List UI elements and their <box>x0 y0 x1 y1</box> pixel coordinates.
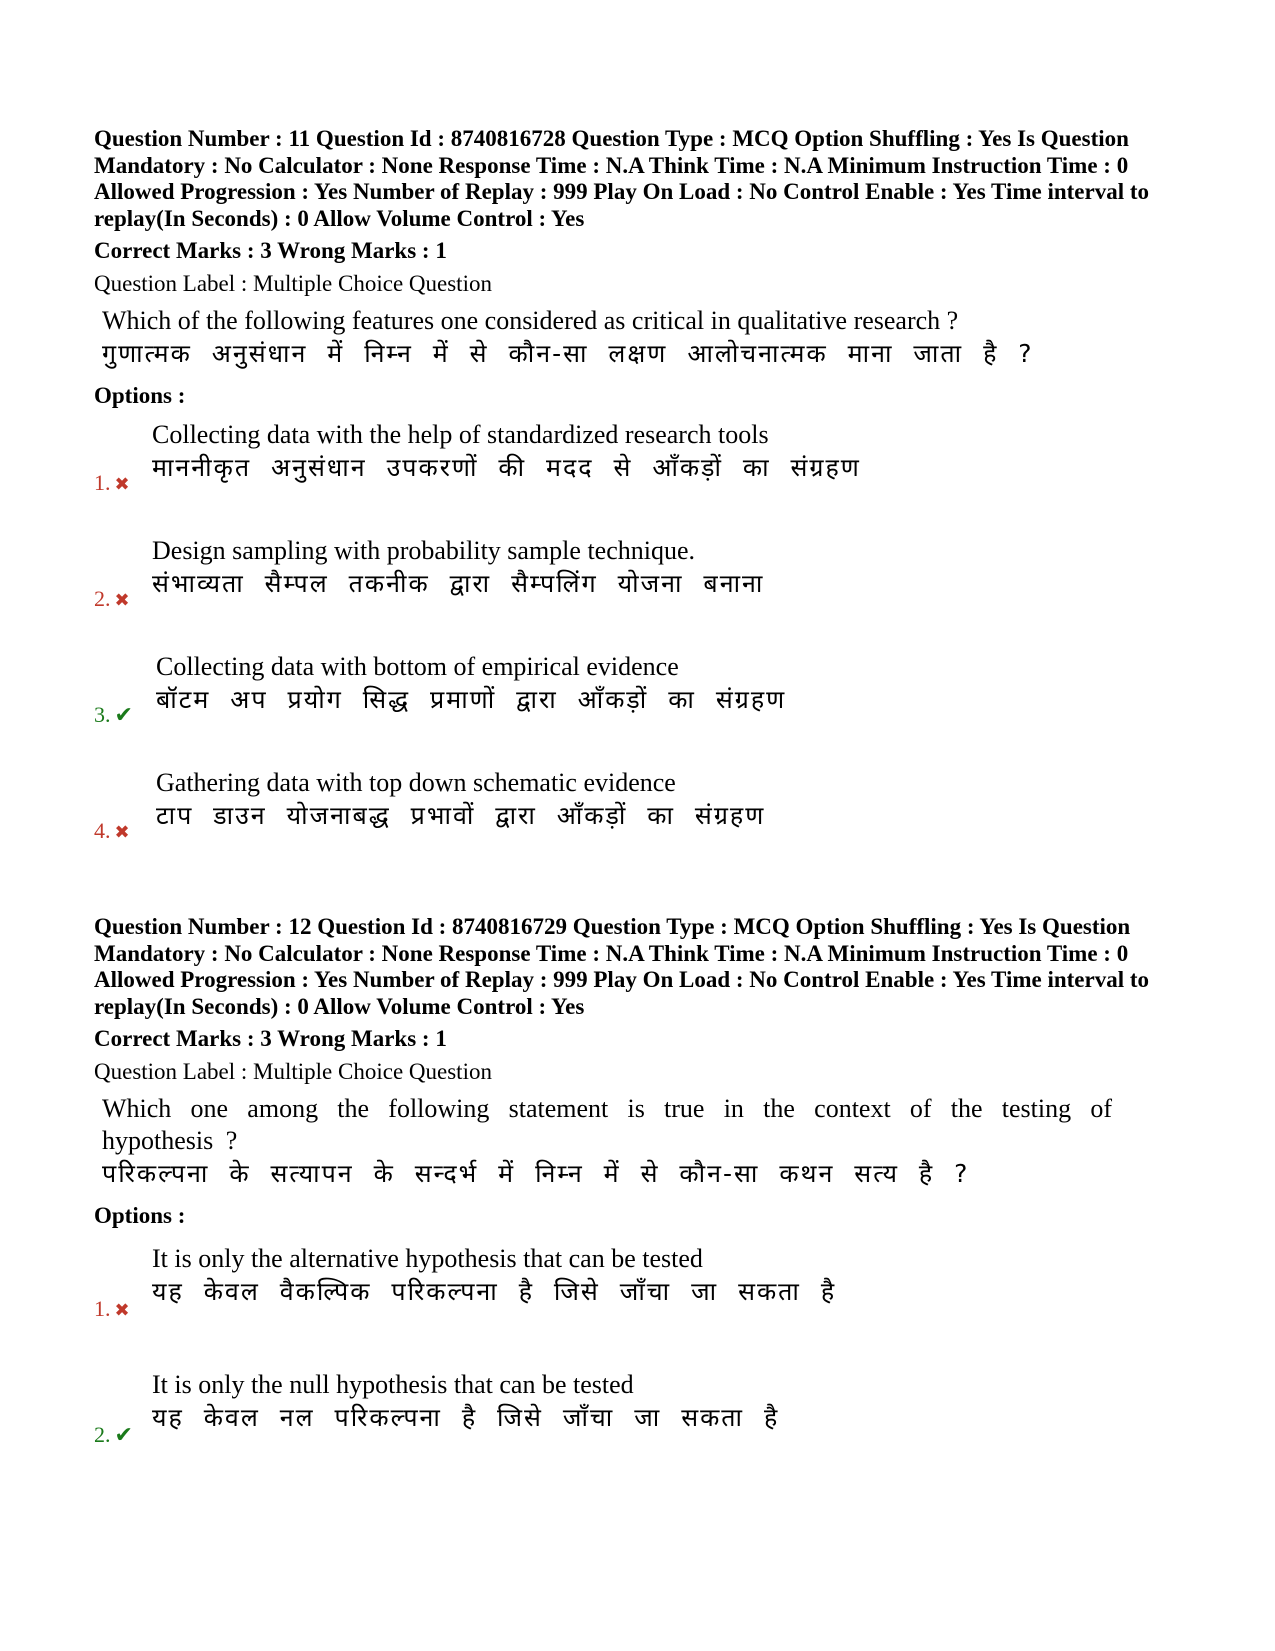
cross-icon: ✖ <box>114 1300 130 1320</box>
option-text <box>156 767 765 833</box>
option-text-hi: बॉटम अप प्रयोग सिद्ध प्रमाणों द्वारा आँकड़ों का संग्रहण <box>156 685 787 714</box>
option-number <box>94 587 130 612</box>
option-text-hi: टाप डाउन योजनाबद्ध प्रभावों द्वारा आँकड़ों का संग्रहण <box>156 801 766 830</box>
option-number-label: 4. <box>94 818 111 843</box>
question-12 <box>94 914 1204 1485</box>
option-text <box>152 535 764 601</box>
option-2 <box>94 1369 1204 1485</box>
question-label: Question Label : Multiple Choice Question <box>94 1059 492 1084</box>
question-marks: Correct Marks : 3 Wrong Marks : 1 <box>94 1026 447 1051</box>
option-text-en: Gathering data with top down schematic evidence <box>156 768 676 797</box>
options-title: Options : <box>94 1203 186 1228</box>
option-number <box>94 819 130 844</box>
check-icon: ✔ <box>114 702 133 727</box>
option-2 <box>94 535 1204 651</box>
option-text-en: Collecting data with the help of standardized research tools <box>152 420 769 449</box>
question-marks: Correct Marks : 3 Wrong Marks : 1 <box>94 238 447 263</box>
option-text <box>152 1369 779 1435</box>
option-number <box>94 703 133 727</box>
option-text <box>152 1243 836 1309</box>
option-text <box>152 419 861 485</box>
question-text <box>102 1093 1204 1191</box>
question-text-en: Which one among the following statement is true in the context of the testing of hypothesis ? <box>102 1094 1112 1155</box>
option-text-en: Collecting data with bottom of empirical evidence <box>156 652 679 681</box>
option-1 <box>94 419 1204 535</box>
option-text-hi: संभाव्यता सैम्पल तकनीक द्वारा सैम्पलिंग योजना बनाना <box>152 569 765 598</box>
question-11 <box>94 126 1204 883</box>
option-text-en: Design sampling with probability sample technique. <box>152 536 696 565</box>
question-text-en: Which of the following features one considered as critical in qualitative research ? <box>102 306 959 335</box>
options-list <box>94 419 1204 883</box>
options-list <box>94 1243 1204 1485</box>
option-number-label: 2. <box>94 1422 111 1447</box>
question-label: Question Label : Multiple Choice Question <box>94 271 492 296</box>
question-meta: Question Number : 11 Question Id : 8740816728 Question Type : MCQ Option Shuffling : Yes Is Question Mandatory : No Calculator : None Response Time : N.A Think Time : N.A Minimum Instruction Time : 0 Allowed Progression : Yes Number of Replay : 999 Play On Load : No Control Enable : Yes Time interval to replay(In Seconds) : 0 Allow Volume Control : Yes <box>94 126 1150 231</box>
question-meta: Question Number : 12 Question Id : 8740816729 Question Type : MCQ Option Shuffling : Yes Is Question Mandatory : No Calculator : None Response Time : N.A Think Time : N.A Minimum Instruction Time : 0 Allowed Progression : Yes Number of Replay : 999 Play On Load : No Control Enable : Yes Time interval to replay(In Seconds) : 0 Allow Volume Control : Yes <box>94 914 1150 1019</box>
cross-icon: ✖ <box>114 590 130 610</box>
option-number <box>94 1423 133 1447</box>
option-4 <box>94 767 1204 883</box>
option-text-hi: यह केवल नल परिकल्पना है जिसे जाँचा जा सकता है <box>152 1403 780 1432</box>
option-number-label: 1. <box>94 470 111 495</box>
option-text-hi: यह केवल वैकल्पिक परिकल्पना है जिसे जाँचा जा सकता है <box>152 1277 837 1306</box>
option-text-en: It is only the null hypothesis that can be tested <box>152 1370 634 1399</box>
option-number-label: 1. <box>94 1296 111 1321</box>
question-text-hi: परिकल्पना के सत्यापन के सन्दर्भ में निम्न में से कौन-सा कथन सत्य है ? <box>102 1159 970 1188</box>
question-text <box>102 305 1204 371</box>
option-text-hi: माननीकृत अनुसंधान उपकरणों की मदद से आँकड़ों का संग्रहण <box>152 453 861 482</box>
cross-icon: ✖ <box>114 822 130 842</box>
option-3 <box>94 651 1204 767</box>
option-number <box>94 1297 130 1322</box>
option-number-label: 3. <box>94 702 111 727</box>
check-icon: ✔ <box>114 1422 133 1447</box>
question-text-hi: गुणात्मक अनुसंधान में निम्न में से कौन-सा लक्षण आलोचनात्मक माना जाता है ? <box>102 339 1034 368</box>
option-text <box>156 651 786 717</box>
option-1 <box>94 1243 1204 1369</box>
option-text-en: It is only the alternative hypothesis that can be tested <box>152 1244 703 1273</box>
options-title: Options : <box>94 383 186 408</box>
option-number-label: 2. <box>94 586 111 611</box>
cross-icon: ✖ <box>114 474 130 494</box>
option-number <box>94 471 130 496</box>
